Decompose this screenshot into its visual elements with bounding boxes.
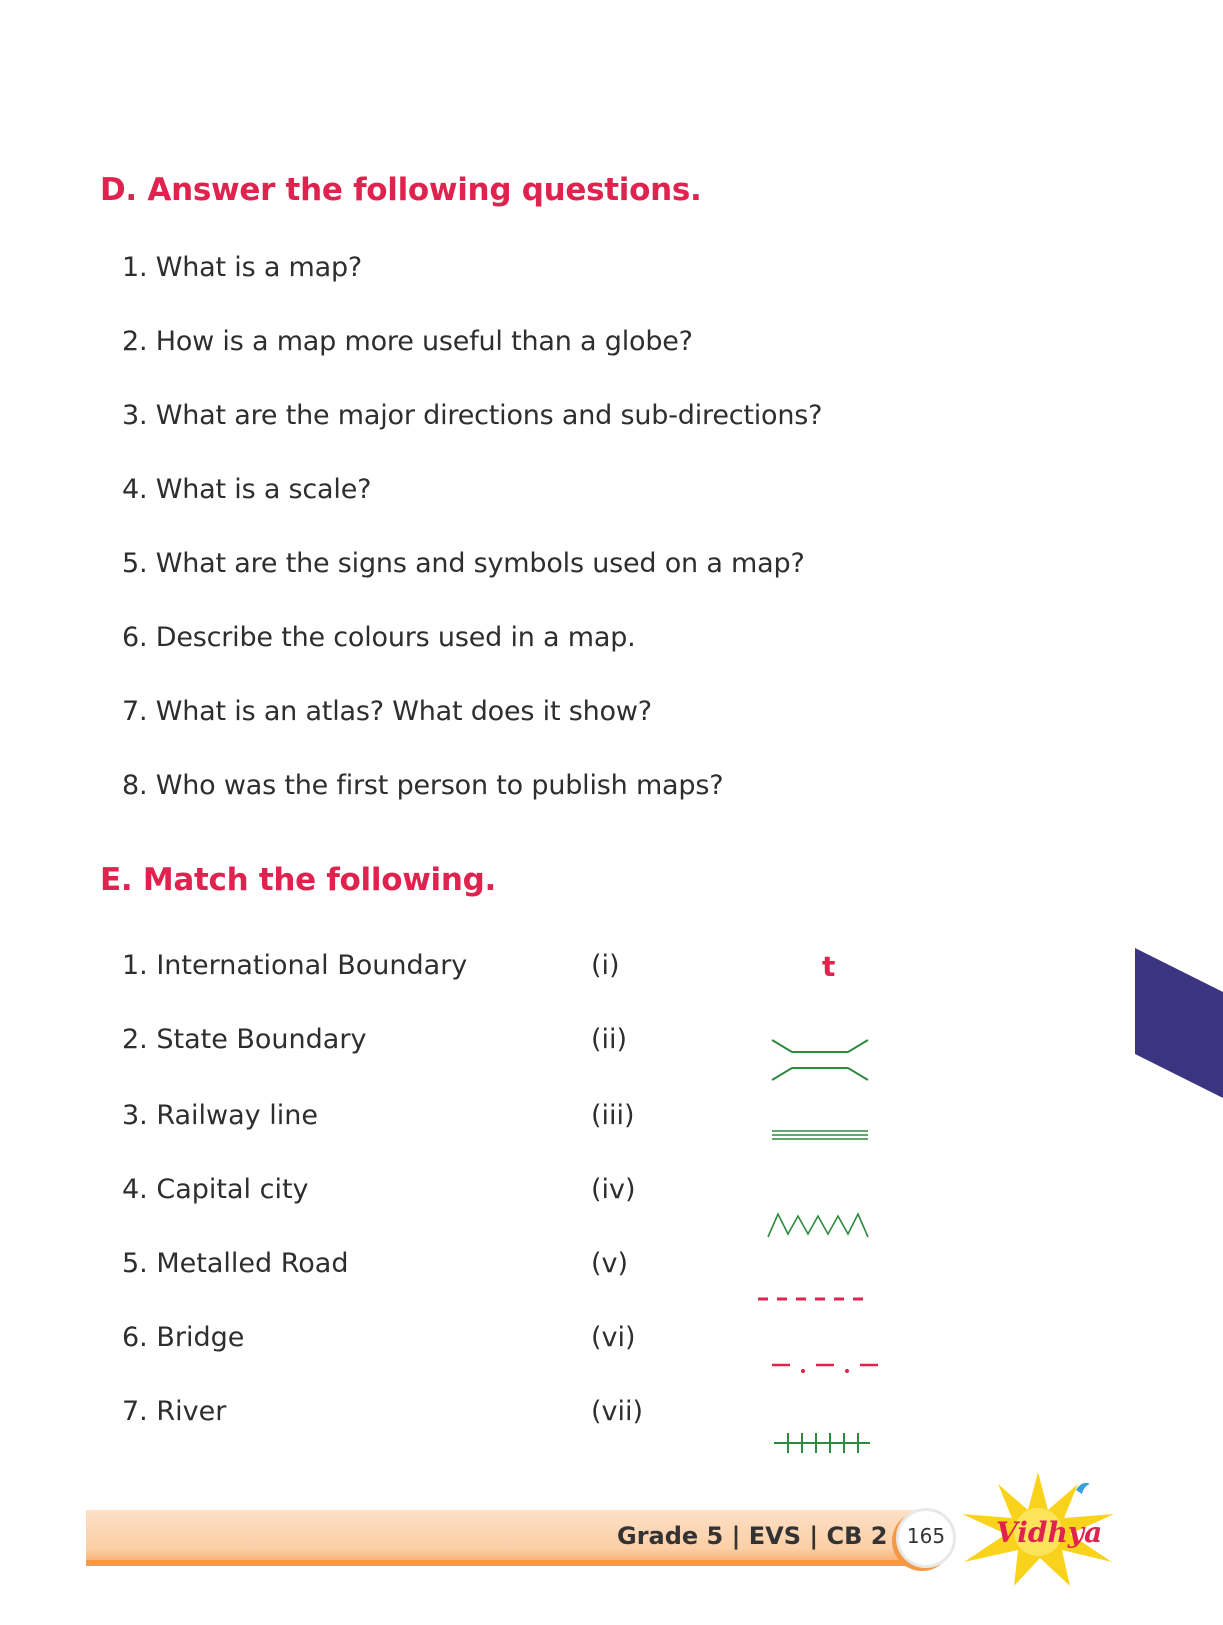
match-item-6: 6. Bridge: [122, 1322, 245, 1353]
bridge-symbol: [770, 1038, 870, 1082]
question-7: 7. What is an atlas? What does it show?: [122, 696, 652, 727]
page-number: 165: [906, 1524, 946, 1548]
footer-grade-text: Grade 5 | EVS | CB 2: [617, 1522, 888, 1550]
match-item-7: 7. River: [122, 1396, 227, 1427]
logo-wordmark: Vidhya: [996, 1516, 1103, 1549]
match-roman-2: (ii): [591, 1024, 628, 1055]
chapter-tab: [1135, 948, 1223, 1098]
metalled-road-symbol: [770, 1128, 870, 1142]
question-2: 2. How is a map more useful than a globe?: [122, 326, 693, 357]
match-item-2: 2. State Boundary: [122, 1024, 367, 1055]
match-roman-1: (i): [591, 950, 620, 981]
match-item-4: 4. Capital city: [122, 1174, 309, 1205]
match-roman-7: (vii): [591, 1396, 644, 1427]
river-zigzag-symbol: [766, 1210, 872, 1240]
international-boundary-dash-dot-symbol: [770, 1360, 890, 1376]
section-e-heading: E. Match the following.: [100, 862, 497, 898]
match-item-1: 1. International Boundary: [122, 950, 468, 981]
capital-city-symbol: t: [822, 950, 836, 983]
match-roman-3: (iii): [591, 1100, 635, 1131]
question-8: 8. Who was the first person to publish maps?: [122, 770, 724, 801]
question-3: 3. What are the major directions and sub-directions?: [122, 400, 823, 431]
question-6: 6. Describe the colours used in a map.: [122, 622, 636, 653]
railway-line-symbol: [772, 1430, 872, 1456]
question-1: 1. What is a map?: [122, 252, 363, 283]
match-item-5: 5. Metalled Road: [122, 1248, 349, 1279]
question-5: 5. What are the signs and symbols used on a map?: [122, 548, 805, 579]
section-d-heading: D. Answer the following questions.: [100, 172, 702, 208]
state-boundary-dash-symbol: [756, 1296, 868, 1302]
match-roman-4: (iv): [591, 1174, 636, 1205]
question-4: 4. What is a scale?: [122, 474, 372, 505]
match-roman-5: (v): [591, 1248, 629, 1279]
match-item-3: 3. Railway line: [122, 1100, 318, 1131]
match-roman-6: (vi): [591, 1322, 636, 1353]
footer-accent-line: [86, 1560, 936, 1566]
